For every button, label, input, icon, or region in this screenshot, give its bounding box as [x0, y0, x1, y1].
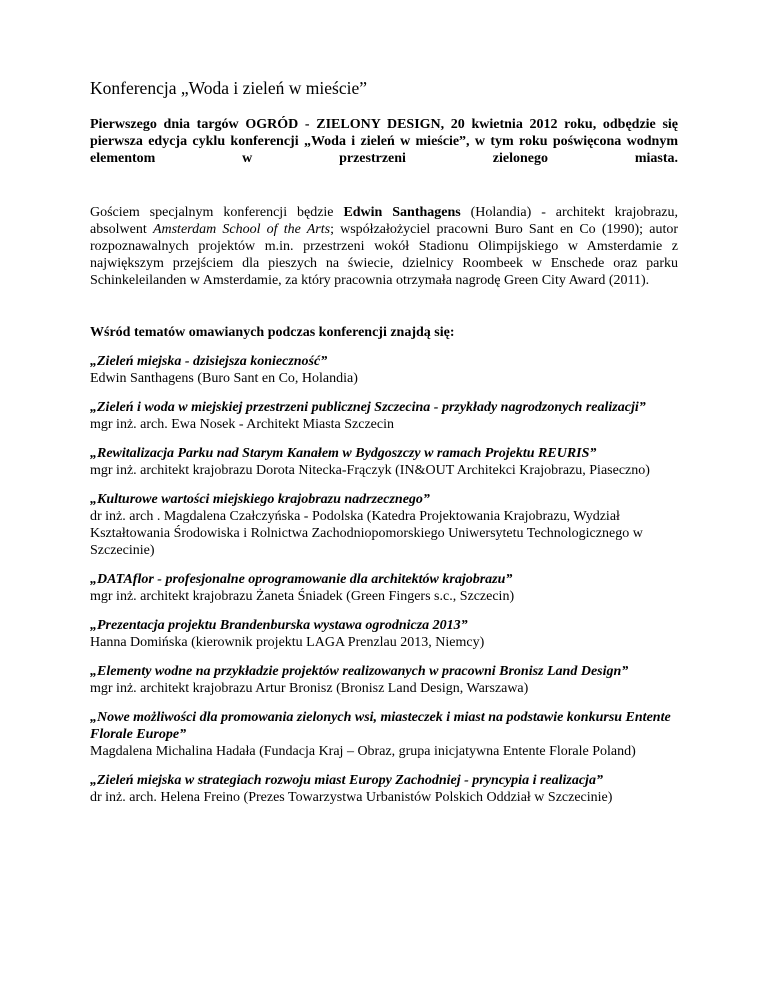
topic-speaker: mgr inż. architekt krajobrazu Artur Bronisz (Bronisz Land Design, Warszawa)	[90, 681, 529, 696]
topic-speaker: dr inż. arch. Helena Freino (Prezes Towarzystwa Urbanistów Polskich Oddział w Szczecinie)	[90, 790, 613, 805]
page-title: Konferencja „Woda i zieleń w mieście”	[90, 78, 367, 98]
school-name: Amsterdam School of the Arts	[152, 222, 331, 237]
topic-speaker: Hanna Domińska (kierownik projektu LAGA Prenzlau 2013, Niemcy)	[90, 635, 485, 650]
topic-title: „DATAflor - profesjonalne oprogramowanie dla architektów krajobrazu”	[90, 572, 513, 587]
topic-item	[90, 491, 678, 559]
document-page	[90, 78, 678, 818]
topics-heading: Wśród tematów omawianych podczas konferencji znajdą się:	[90, 325, 455, 340]
topic-speaker: Magdalena Michalina Hadała (Fundacja Kraj – Obraz, grupa inicjatywna Entente Florale Poland)	[90, 744, 636, 759]
topic-title: „Kulturowe wartości miejskiego krajobrazu nadrzecznego”	[90, 492, 430, 507]
guest-name: Edwin Santhagens	[343, 205, 461, 220]
topic-speaker: mgr inż. architekt krajobrazu Dorota Nitecka-Frączyk (IN&OUT Architekci Krajobrazu, Piaseczno)	[90, 463, 650, 478]
topic-item	[90, 353, 678, 387]
topic-title: „Prezentacja projektu Brandenburska wystawa ogrodnicza 2013”	[90, 618, 468, 633]
lead-paragraph: Pierwszego dnia targów OGRÓD - ZIELONY DESIGN, 20 kwietnia 2012 roku, odbędzie się pierwsza edycja cyklu konferencji „Woda i zieleń w mieście”, w tym roku poświęcona wodnym elementom w przestrzeni zielonego miasta.	[90, 117, 678, 166]
topic-item	[90, 445, 678, 479]
topic-title: „Zieleń miejska w strategiach rozwoju miast Europy Zachodniej - pryncypia i realizacja”	[90, 773, 603, 788]
topic-title: „Nowe możliwości dla promowania zielonych wsi, miasteczek i miast na podstawie konkursu Entente Florale Europe”	[90, 710, 671, 742]
topic-item	[90, 709, 678, 760]
topic-speaker: mgr inż. arch. Ewa Nosek - Architekt Miasta Szczecin	[90, 417, 395, 432]
topic-item	[90, 617, 678, 651]
topics-list	[90, 353, 678, 806]
topic-title: „Zieleń i woda w miejskiej przestrzeni publicznej Szczecina - przykłady nagrodzonych realizacji”	[90, 400, 646, 415]
topic-title: „Rewitalizacja Parku nad Starym Kanałem w Bydgoszczy w ramach Projektu REURIS”	[90, 446, 597, 461]
topic-speaker: Edwin Santhagens (Buro Sant en Co, Holandia)	[90, 371, 358, 386]
intro-text-2: (Holandia) - architekt krajobrazu, absolwent	[90, 205, 678, 237]
topic-title: „Zieleń miejska - dzisiejsza konieczność”	[90, 354, 328, 369]
intro-text-1: Gościem specjalnym konferencji będzie	[90, 205, 344, 220]
intro-paragraph	[90, 204, 678, 289]
topic-item	[90, 571, 678, 605]
intro-text-3: ; współzałożyciel pracowni Buro Sant en Co (1990); autor rozpoznawalnych projektów m.in. przestrzeni wokół Stadionu Olimpijskiego w Amsterdamie z największym przejściem dla pieszych na świecie, dzielnicy Roombeek w Enschede oraz parku Schinkeleilanden w Amsterdamie, za który pracownia otrzymała nagrodę Green City Award (2011).	[90, 222, 679, 288]
topic-item	[90, 399, 678, 433]
topic-item	[90, 772, 678, 806]
topic-title: „Elementy wodne na przykładzie projektów realizowanych w pracowni Bronisz Land Design”	[90, 664, 629, 679]
topic-speaker: dr inż. arch . Magdalena Czałczyńska - Podolska (Katedra Projektowania Krajobrazu, Wydział Kształtowania Środowiska i Rolnictwa Zachodniopomorskiego Uniwersytetu Technologicznego w Szczecinie)	[90, 509, 643, 558]
topic-speaker: mgr inż. architekt krajobrazu Żaneta Śniadek (Green Fingers s.c., Szczecin)	[90, 589, 515, 604]
topic-item	[90, 663, 678, 697]
